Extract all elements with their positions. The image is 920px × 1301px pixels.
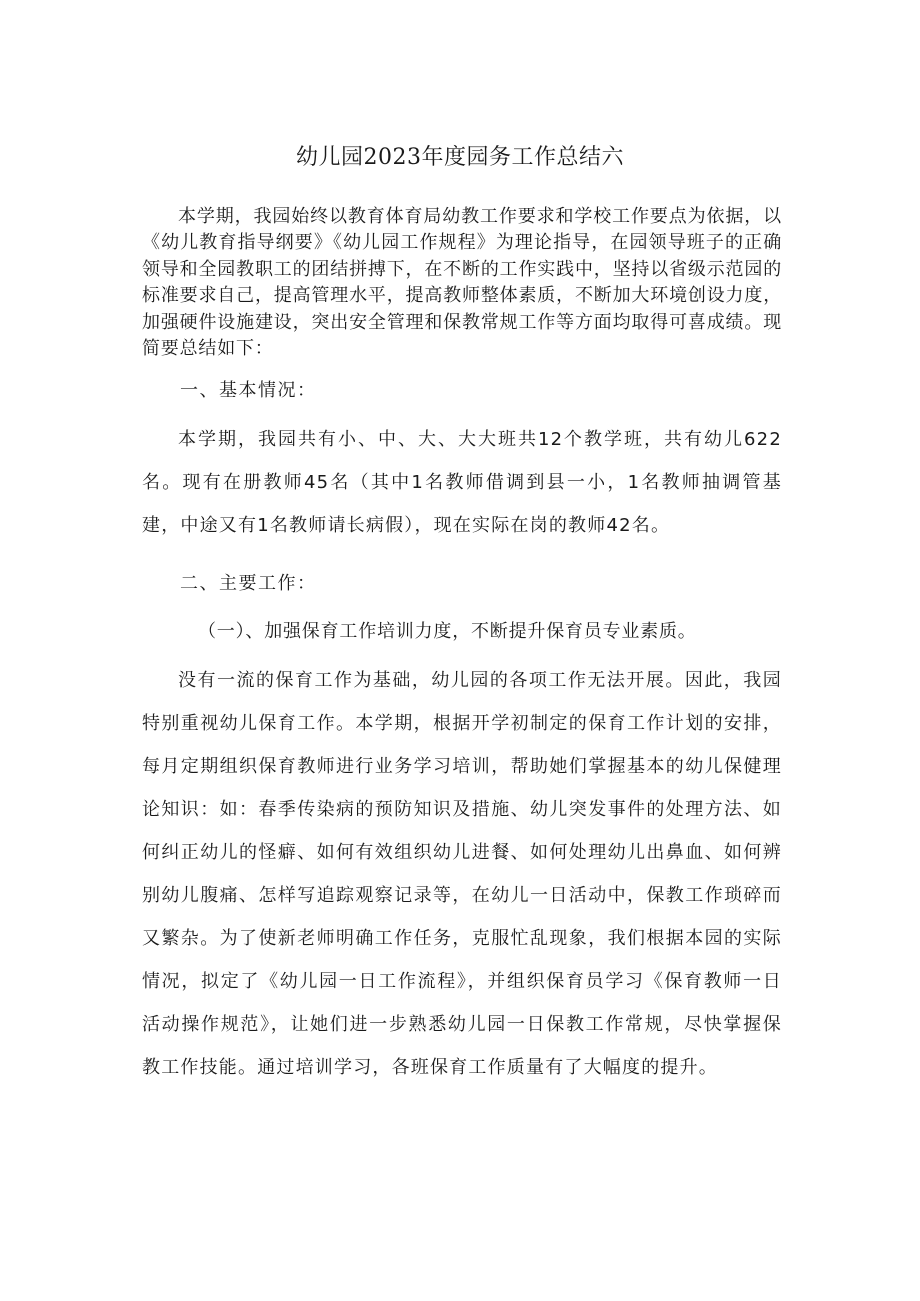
childcare-training-paragraph: 没有一流的保育工作为基础，幼儿园的各项工作无法开展。因此，我园特别重视幼儿保育工作。本学期，根据开学初制定的保育工作计划的安排，每月定期组织保育教师进行业务学习培训，帮助她们掌握基本的幼儿保健理论知识：如：春季传染病的预防知识及措施、幼儿突发事件的处理方法、如何纠正幼儿的怪癖、如何有效组织幼儿进餐、如何处理幼儿出鼻血、如何辨别幼儿腹痛、怎样写追踪观察记录等，在幼儿一日活动中，保教工作琐碎而又繁杂。为了使新老师明确工作任务，克服忙乱现象，我们根据本园的实际情况，拟定了《幼儿园一日工作流程》，并组织保育员学习《保育教师一日活动操作规范》，让她们进一步熟悉幼儿园一日保教工作常规，尽快掌握保教工作技能。通过培训学习，各班保育工作质量有了大幅度的提升。	[142, 670, 782, 1078]
section-heading-main-work: 二、主要工作：	[180, 573, 317, 594]
document-title: 幼儿园2023年度园务工作总结六	[296, 145, 624, 170]
subsection-heading-childcare-training: （一）、加强保育工作培训力度，不断提升保育员专业素质。	[198, 621, 697, 642]
intro-paragraph: 本学期，我园始终以教育体育局幼教工作要求和学校工作要点为依据，以《幼儿教育指导纲要》《幼儿园工作规程》为理论指导，在园领导班子的正确领导和全园教职工的团结拼搏下，在不断的工作实践中，坚持以省级示范园的标准要求自己，提高管理水平，提高教师整体素质，不断加大环境创设力度，加强硬件设施建设，突出安全管理和保教常规工作等方面均取得可喜成绩。现简要总结如下：	[142, 206, 782, 360]
basic-situation-paragraph: 本学期，我园共有小、中、大、大大班共12个教学班，共有幼儿622名。现有在册教师45名（其中1名教师借调到县一小，1名教师抽调管基建，中途又有1名教师请长病假），现在实际在岗的教师42名。	[142, 429, 782, 536]
section-heading-basic-situation: 一、基本情况：	[180, 380, 317, 401]
